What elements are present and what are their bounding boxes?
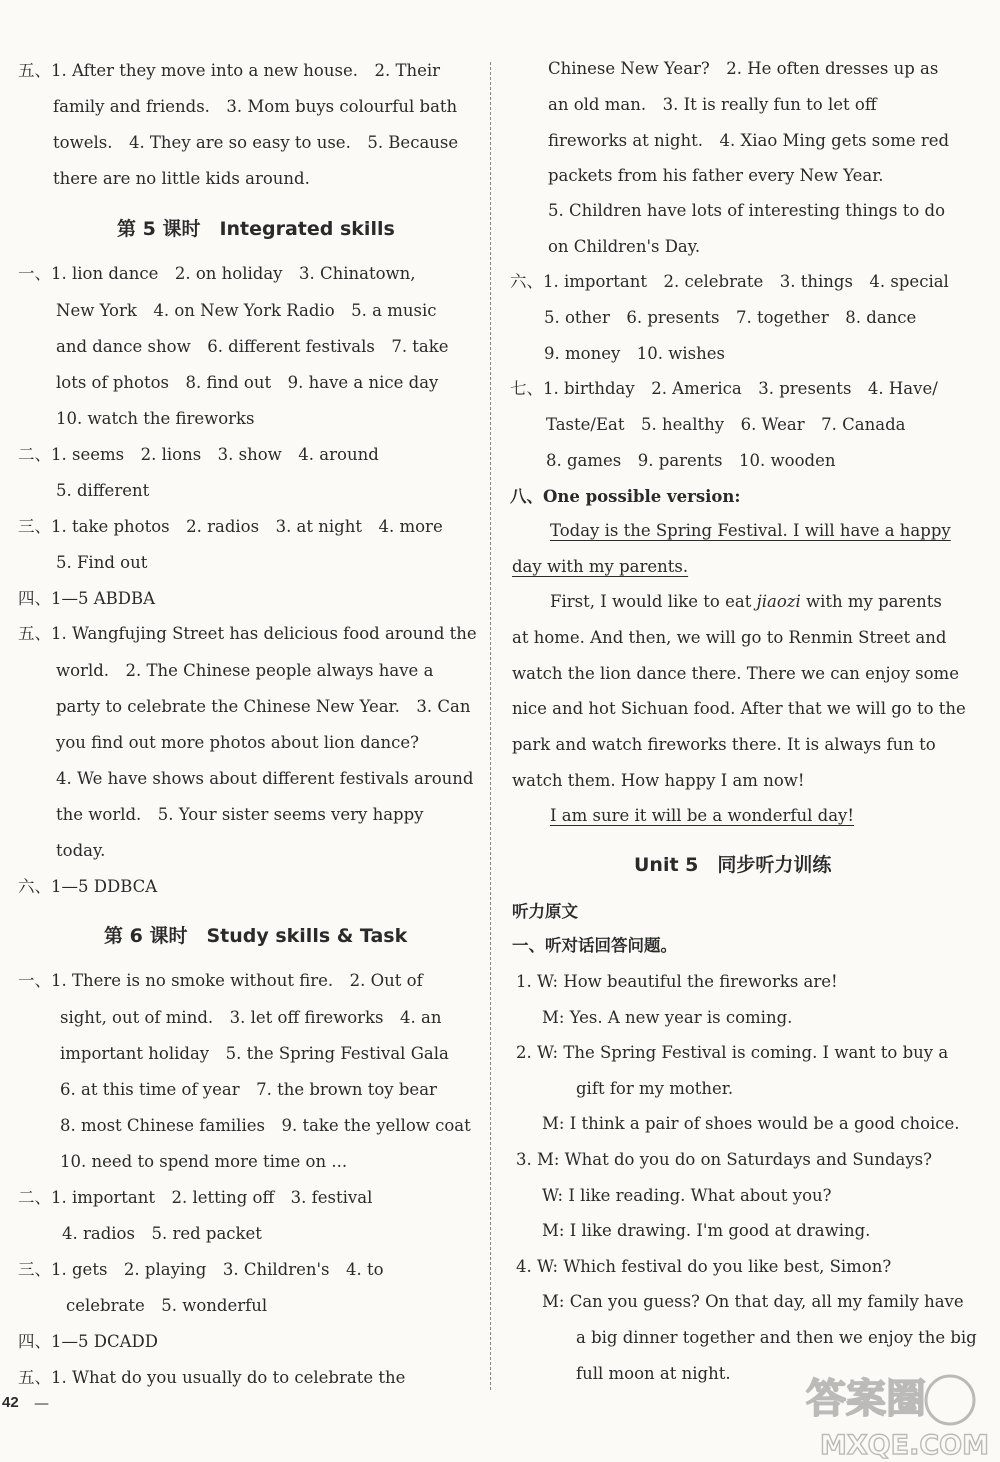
dialogue-line: 1. W: How beautiful the fireworks are! bbox=[516, 972, 838, 991]
essay-line: at home. And then, we will go to Renmin Street and bbox=[512, 628, 947, 647]
answer-line: 4. radios 5. red packet bbox=[62, 1224, 262, 1243]
watermark-site-text: MXQE.COM bbox=[820, 1430, 989, 1461]
answer-line: 5. other 6. presents 7. together 8. dance bbox=[544, 308, 917, 327]
page-number: 42 bbox=[2, 1394, 19, 1411]
essay-line bbox=[550, 520, 951, 542]
answer-line: 5. Children have lots of interesting things to do bbox=[548, 201, 946, 220]
answer-line: packets from his father every New Year. bbox=[548, 166, 884, 185]
answer-line: world. 2. The Chinese people always have a bbox=[56, 661, 434, 680]
answer-line: 七、1. birthday 2. America 3. presents 4. Have/ bbox=[510, 379, 938, 398]
answer-line: Chinese New Year? 2. He often dresses up as bbox=[548, 59, 939, 78]
answer-line: today. bbox=[56, 841, 106, 860]
answer-line: lots of photos 8. find out 9. have a nice day bbox=[56, 373, 439, 392]
essay-label-text: 八、One possible version: bbox=[510, 487, 741, 506]
answer-line: 五、1. Wangfujing Street has delicious food around the bbox=[18, 624, 477, 643]
answer-line: family and friends. 3. Mom buys colourful bath bbox=[53, 97, 458, 116]
answer-line: 一、1. lion dance 2. on holiday 3. Chinatown, bbox=[18, 264, 416, 283]
answer-line: 二、1. seems 2. lions 3. show 4. around bbox=[18, 445, 379, 464]
answer-line: 5. different bbox=[56, 481, 150, 500]
answer-line: 5. Find out bbox=[56, 553, 148, 572]
dialogue-line: M: Yes. A new year is coming. bbox=[542, 1008, 793, 1027]
answer-line: 三、1. gets 2. playing 3. Children's 4. to bbox=[18, 1260, 384, 1279]
answer-line: 五、1. What do you usually do to celebrate the bbox=[18, 1368, 406, 1387]
dialogue-line: 4. W: Which festival do you like best, Simon? bbox=[516, 1257, 892, 1276]
unit-heading: Unit 5 同步听力训练 bbox=[634, 854, 832, 876]
answer-line: 8. most Chinese families 9. take the yellow coat bbox=[60, 1116, 471, 1135]
dialogue-line: M: Can you guess? On that day, all my family have bbox=[542, 1292, 964, 1311]
answer-line: 二、1. important 2. letting off 3. festival bbox=[18, 1188, 373, 1207]
answer-line: 10. need to spend more time on ... bbox=[60, 1152, 348, 1171]
answer-line: 四、1—5 ABDBA bbox=[18, 589, 156, 608]
section-heading-lesson-5: 第 5 课时 Integrated skills bbox=[117, 218, 395, 240]
essay-line: nice and hot Sichuan food. After that we will go to the bbox=[512, 699, 966, 718]
answer-line: fireworks at night. 4. Xiao Ming gets some red bbox=[548, 131, 950, 150]
answer-line: 4. We have shows about different festivals around bbox=[56, 769, 474, 788]
answer-line: Taste/Eat 5. healthy 6. Wear 7. Canada bbox=[546, 415, 906, 434]
answer-line: 五、1. After they move into a new house. 2. Their bbox=[18, 61, 441, 80]
answer-line: 六、1. important 2. celebrate 3. things 4. special bbox=[510, 272, 949, 291]
transcript-heading-text: 听力原文 bbox=[512, 902, 578, 921]
column-divider bbox=[490, 62, 491, 1390]
answer-line: 10. watch the fireworks bbox=[56, 409, 255, 428]
answer-line: important holiday 5. the Spring Festival Gala bbox=[60, 1044, 449, 1063]
answer-line: 9. money 10. wishes bbox=[544, 344, 725, 363]
dialogue-line: 2. W: The Spring Festival is coming. I want to buy a bbox=[516, 1043, 949, 1062]
answer-line: party to celebrate the Chinese New Year. 3. Can bbox=[56, 697, 471, 716]
essay-text: First, I would like to eat bbox=[550, 592, 752, 611]
dialogue-line: gift for my mother. bbox=[576, 1079, 734, 1098]
essay-line bbox=[550, 591, 942, 613]
answer-line: the world. 5. Your sister seems very happy bbox=[56, 805, 424, 824]
transcript-heading bbox=[512, 901, 578, 923]
dialogue-line: W: I like reading. What about you? bbox=[542, 1186, 832, 1205]
dialogue-line: full moon at night. bbox=[576, 1364, 731, 1383]
essay-label bbox=[510, 486, 740, 508]
answer-line: sight, out of mind. 3. let off fireworks 4. an bbox=[60, 1008, 442, 1027]
answer-line: 一、1. There is no smoke without fire. 2. Out of bbox=[18, 971, 423, 990]
essay-underlined-text: Today is the Spring Festival. I will have a happy bbox=[550, 521, 951, 540]
dialogue-line: M: I think a pair of shoes would be a good choice. bbox=[542, 1114, 960, 1133]
answer-line: you find out more photos about lion dance? bbox=[56, 733, 419, 752]
section-heading-lesson-6: 第 6 课时 Study skills & Task bbox=[104, 925, 408, 947]
dialogue-line: 3. M: What do you do on Saturdays and Sundays? bbox=[516, 1150, 932, 1169]
answer-line: an old man. 3. It is really fun to let off bbox=[548, 95, 877, 114]
answer-line: 三、1. take photos 2. radios 3. at night 4. more bbox=[18, 517, 443, 536]
dialogue-line: a big dinner together and then we enjoy the big bbox=[576, 1328, 977, 1347]
answer-line: there are no little kids around. bbox=[53, 169, 310, 188]
watermark-circle bbox=[926, 1376, 974, 1424]
essay-text: with my parents bbox=[805, 592, 942, 611]
transcript-instruction bbox=[512, 935, 677, 957]
essay-line: park and watch fireworks there. It is always fun to bbox=[512, 735, 936, 754]
essay-line: watch the lion dance there. There we can enjoy some bbox=[512, 664, 959, 683]
essay-line bbox=[550, 805, 854, 827]
answer-line: and dance show 6. different festivals 7. take bbox=[56, 337, 449, 356]
essay-line: watch them. How happy I am now! bbox=[512, 771, 805, 790]
answer-line: New York 4. on New York Radio 5. a music bbox=[56, 301, 437, 320]
transcript-instruction-text: 一、听对话回答问题。 bbox=[512, 936, 677, 955]
page-number-dash: — bbox=[34, 1394, 49, 1412]
answer-line: towels. 4. They are so easy to use. 5. Because bbox=[53, 133, 459, 152]
answer-line: 六、1—5 DDBCA bbox=[18, 877, 158, 896]
essay-underlined-text: I am sure it will be a wonderful day! bbox=[550, 806, 854, 825]
essay-line bbox=[512, 556, 688, 578]
answer-line: 8. games 9. parents 10. wooden bbox=[546, 451, 836, 470]
essay-underlined-text: day with my parents. bbox=[512, 557, 689, 576]
dialogue-line: M: I like drawing. I'm good at drawing. bbox=[542, 1221, 871, 1240]
answer-line: on Children's Day. bbox=[548, 237, 701, 256]
answer-line: 四、1—5 DCADD bbox=[18, 1332, 158, 1351]
watermark-logo bbox=[800, 1362, 996, 1462]
watermark-logo-text: 答案圈 bbox=[806, 1376, 926, 1422]
answer-line: 6. at this time of year 7. the brown toy bear bbox=[60, 1080, 437, 1099]
answer-line: celebrate 5. wonderful bbox=[66, 1296, 268, 1315]
essay-italic-word: jiaozi bbox=[756, 592, 801, 611]
